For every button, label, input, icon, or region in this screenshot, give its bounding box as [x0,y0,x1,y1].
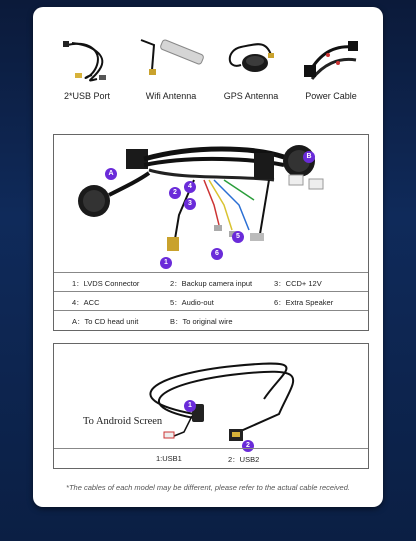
badge-5: 5 [232,231,244,243]
legend-item: 4：ACC [72,298,100,307]
legend-row [54,310,368,330]
legend-item: 1：LVDS Connector [72,279,140,288]
legend-item: 6：Extra Speaker [274,298,334,307]
badge-3: 3 [184,198,196,210]
usb-cable-icon [57,35,117,85]
accessory-usb [47,35,127,101]
footnote: *The cables of each model may be different, please refer to the actual cable received. [66,483,350,492]
usb-badge-2: 2 [242,440,254,452]
badge-A: A [105,168,117,180]
accessory-power [291,35,371,101]
badge-4: 4 [184,181,196,193]
badge-6: 6 [211,248,223,260]
accessory-wifi [131,35,211,101]
power-cable-icon [298,35,364,85]
legend-item: 3：CCD+ 12V [274,279,322,288]
legend-item: 5：Audio-out [170,298,214,307]
legend-item: B：To original wire [170,317,233,326]
accessory-label: GPS Antenna [223,91,279,101]
legend-row [54,291,368,311]
usb-legend-row [54,448,368,468]
usb-panel [53,343,369,469]
android-screen-callout: To Android Screen [83,416,163,427]
accessory-label: Wifi Antenna [145,91,197,101]
wifi-antenna-icon [136,35,206,85]
badge-2: 2 [169,187,181,199]
usb-legend-item: 2：USB2 [228,455,260,464]
gps-antenna-icon [221,35,281,85]
accessory-gps [211,35,291,101]
harness-panel [53,134,369,331]
usb-legend-item: 1:USB1 [156,454,182,463]
usb-illustration [54,344,368,448]
legend-item: A：To CD head unit [72,317,139,326]
product-card [33,7,383,507]
usb-badge-1: 1 [184,400,196,412]
badge-B: B [303,151,315,163]
accessory-label: 2*USB Port [63,91,111,101]
accessories-row [33,35,383,125]
legend-row [54,272,368,292]
accessory-label: Power Cable [305,91,357,101]
badge-1: 1 [160,257,172,269]
legend-item: 2：Backup camera input [170,279,253,288]
